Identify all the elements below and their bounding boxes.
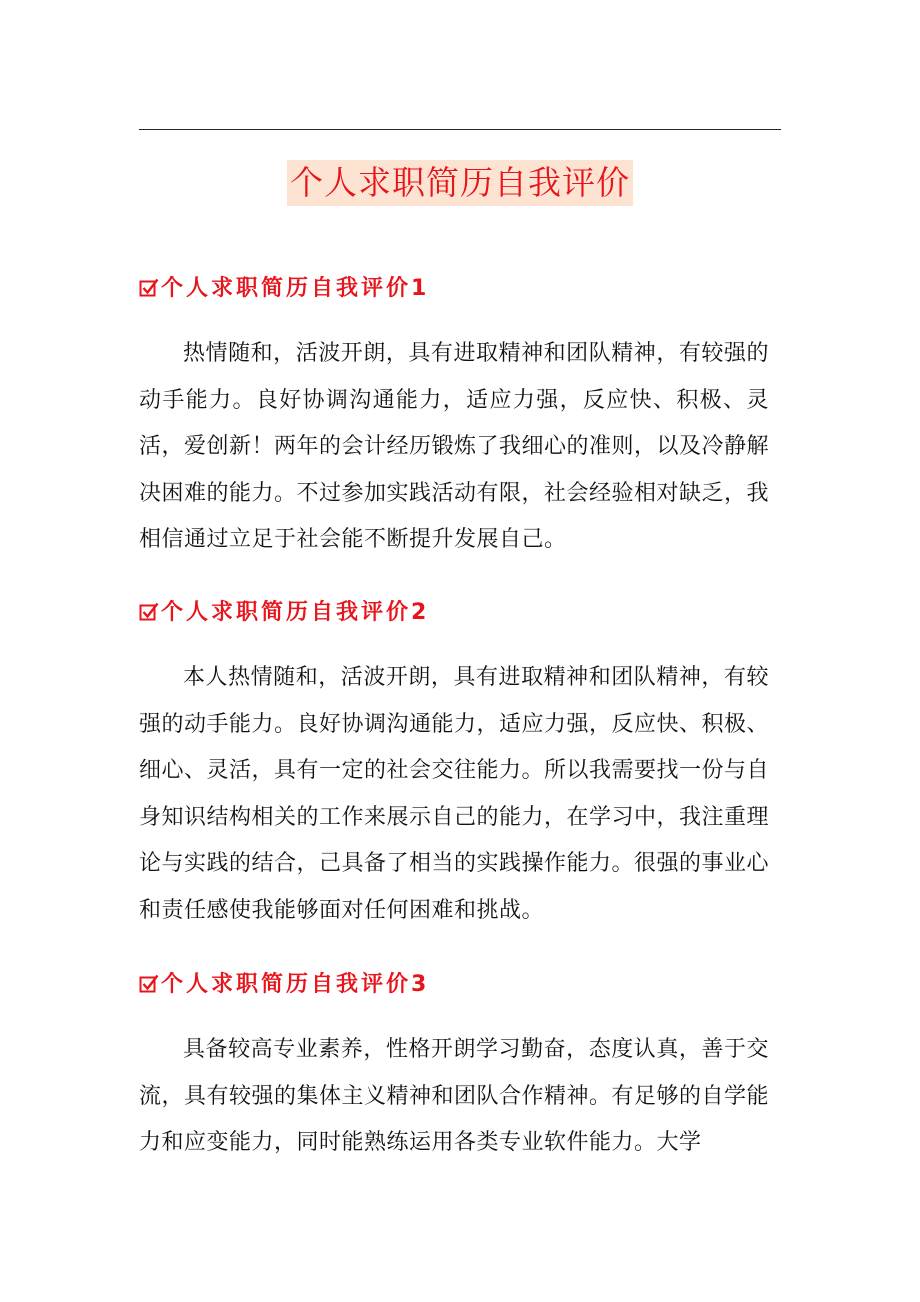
document-title: 个人求职简历自我评价: [287, 160, 633, 206]
section-heading-1: [139, 274, 429, 304]
section-heading-text: 个人求职简历自我评价1: [161, 276, 430, 301]
section-heading-3: [139, 970, 429, 1000]
section-body-1: 热情随和，活波开朗，具有进取精神和团队精神，有较强的动手能力。良好协调沟通能力，适应力强，反应快、积极、灵活，爱创新！两年的会计经历锻炼了我细心的准则，以及冷静解决困难的能力。不过参加实践活动有限，社会经验相对缺乏，我相信通过立足于社会能不断提升发展自己。: [139, 341, 770, 552]
checkbox-checked-icon: [139, 974, 159, 994]
section-body-3: 具备较高专业素养，性格开朗学习勤奋，态度认真，善于交流，具有较强的集体主义精神和团队合作精神。有足够的自学能力和应变能力，同时能熟练运用各类专业软件能力。大学: [139, 1037, 770, 1155]
section-heading-text: 个人求职简历自我评价3: [161, 972, 430, 997]
checkbox-checked-icon: [139, 278, 159, 298]
section-body-2: 本人热情随和，活波开朗，具有进取精神和团队精神，有较强的动手能力。良好协调沟通能力，适应力强，反应快、积极、细心、灵活，具有一定的社会交往能力。所以我需要找一份与自身知识结构相关的工作来展示自己的能力，在学习中，我注重理论与实践的结合，己具备了相当的实践操作能力。很强的事业心和责任感使我能够面对任何困难和挑战。: [139, 665, 770, 923]
section-heading-2: [139, 598, 429, 628]
title-container: [0, 160, 920, 206]
section-heading-text: 个人求职简历自我评价2: [161, 600, 430, 625]
checkbox-checked-icon: [139, 602, 159, 622]
top-divider: [139, 129, 781, 130]
